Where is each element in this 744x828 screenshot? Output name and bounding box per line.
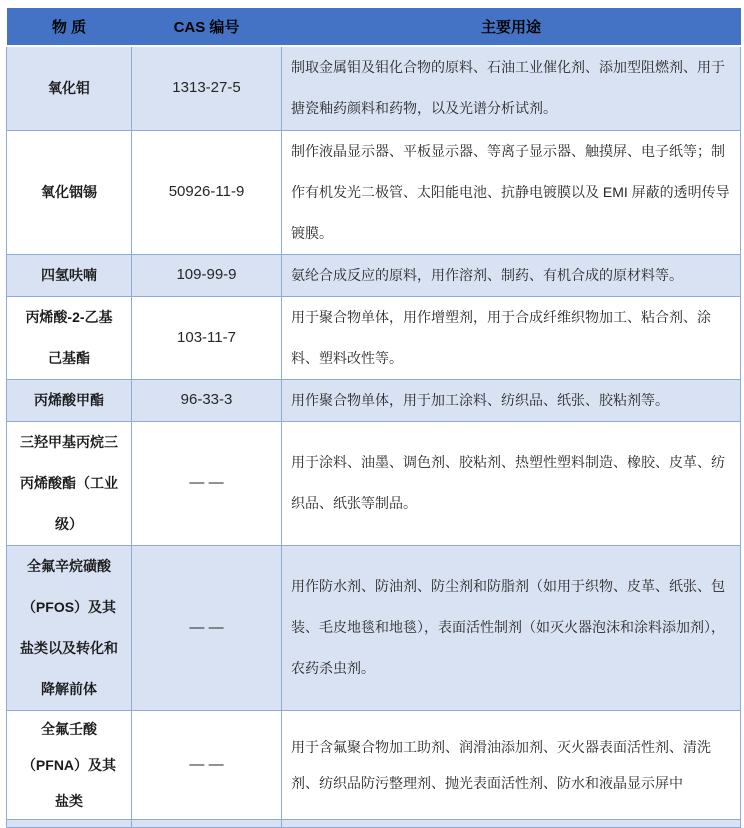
table-row (7, 254, 741, 296)
cell-substance (7, 819, 132, 827)
cell-substance: 丙烯酸-2-乙基己基酯 (7, 296, 132, 379)
header-main-use: 主要用途 (282, 8, 741, 46)
table-header-row (7, 8, 741, 46)
header-substance: 物 质 (7, 8, 132, 46)
table-row (7, 379, 741, 421)
cell-use: 氨纶合成反应的原料，用作溶剂、制药、有机合成的原材料等。 (282, 254, 741, 296)
cell-substance: 三羟甲基丙烷三丙烯酸酯（工业级） (7, 421, 132, 545)
table-row (7, 710, 741, 819)
cell-use: 制作液晶显示器、平板显示器、等离子显示器、触摸屏、电子纸等；制作有机发光二极管、太阳能电池、抗静电镀膜以及 EMI 屏蔽的透明传导镀膜。 (282, 130, 741, 254)
cell-use: 用作聚合物单体，用于加工涂料、纺织品、纸张、胶粘剂等。 (282, 379, 741, 421)
table-row-partial (7, 819, 741, 827)
cell-substance: 全氟辛烷磺酸（PFOS）及其盐类以及转化和降解前体 (7, 545, 132, 710)
cell-substance: 四氢呋喃 (7, 254, 132, 296)
table-row (7, 130, 741, 254)
cell-substance: 丙烯酸甲酯 (7, 379, 132, 421)
cell-cas: 109-99-9 (132, 254, 282, 296)
table-row (7, 545, 741, 710)
cell-use (282, 819, 741, 827)
cell-substance: 氧化铟锡 (7, 130, 132, 254)
cell-cas: — — (132, 421, 282, 545)
cell-substance: 氧化钼 (7, 46, 132, 130)
substances-table (6, 8, 741, 828)
cell-cas: — — (132, 710, 282, 819)
cell-substance: 全氟壬酸（PFNA）及其盐类 (7, 710, 132, 819)
table-row (7, 421, 741, 545)
cell-cas: 96-33-3 (132, 379, 282, 421)
cell-use: 用于含氟聚合物加工助剂、润滑油添加剂、灭火器表面活性剂、清洗剂、纺织品防污整理剂、抛光表面活性剂、防水和液晶显示屏中 (282, 710, 741, 819)
cell-use: 用于涂料、油墨、调色剂、胶粘剂、热塑性塑料制造、橡胶、皮革、纺织品、纸张等制品。 (282, 421, 741, 545)
table-row (7, 296, 741, 379)
cell-use: 制取金属钼及钼化合物的原料、石油工业催化剂、添加型阻燃剂、用于搪瓷釉药颜料和药物，以及光谱分析试剂。 (282, 46, 741, 130)
cell-cas (132, 819, 282, 827)
cell-use: 用作防水剂、防油剂、防尘剂和防脂剂（如用于织物、皮革、纸张、包装、毛皮地毯和地毯），表面活性制剂（如灭火器泡沫和涂料添加剂），农药杀虫剂。 (282, 545, 741, 710)
cell-cas: 103-11-7 (132, 296, 282, 379)
cell-cas: — — (132, 545, 282, 710)
table-row (7, 46, 741, 130)
header-cas-number: CAS 编号 (132, 8, 282, 46)
cell-use: 用于聚合物单体，用作增塑剂，用于合成纤维织物加工、粘合剂、涂料、塑料改性等。 (282, 296, 741, 379)
cell-cas: 50926-11-9 (132, 130, 282, 254)
cell-cas: 1313-27-5 (132, 46, 282, 130)
